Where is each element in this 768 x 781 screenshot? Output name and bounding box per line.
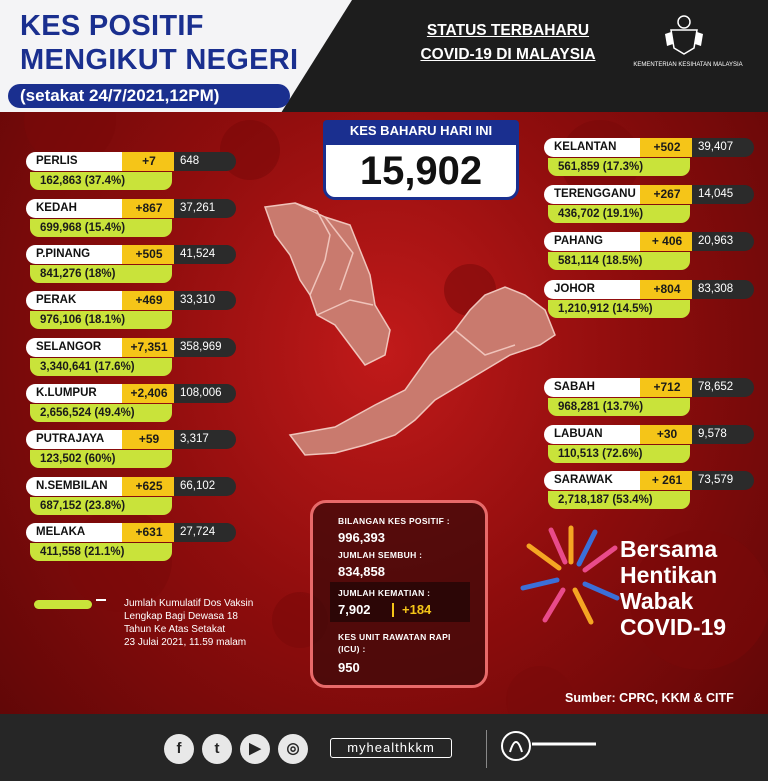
state-row	[544, 471, 754, 511]
instagram-icon[interactable]: ◎	[278, 734, 308, 764]
state-vaccinated: 123,502 (60%)	[30, 450, 172, 468]
state-total-cases: 648	[174, 152, 236, 171]
state-total-cases: 14,045	[692, 185, 754, 204]
as-of-date: (setakat 24/7/2021,12PM)	[8, 84, 290, 108]
state-name: PERAK	[26, 291, 124, 310]
state-name: K.LUMPUR	[26, 384, 124, 403]
state-new-cases: +631	[122, 523, 176, 542]
state-name: N.SEMBILAN	[26, 477, 124, 496]
state-vaccinated: 968,281 (13.7%)	[548, 398, 690, 416]
state-row	[544, 185, 754, 225]
state-row	[544, 378, 754, 418]
footer-divider	[486, 730, 487, 768]
campaign-logo-icon	[515, 520, 627, 632]
state-name: SARAWAK	[544, 471, 642, 490]
state-row	[26, 477, 236, 517]
slogan-line: Wabak	[620, 588, 694, 614]
state-new-cases: +30	[640, 425, 694, 444]
state-name: SELANGOR	[26, 338, 124, 357]
ministry-name: KEMENTERIAN KESIHATAN MALAYSIA	[633, 62, 743, 68]
twitter-icon[interactable]: t	[202, 734, 232, 764]
state-name: LABUAN	[544, 425, 642, 444]
state-total-cases: 39,407	[692, 138, 754, 157]
slogan-line: COVID-19	[620, 614, 727, 640]
new-cases-label: KES BAHARU HARI INI	[323, 120, 519, 142]
legend-line: Tahun Ke Atas Setakat	[124, 624, 226, 635]
state-vaccinated: 976,106 (18.1%)	[30, 311, 172, 329]
state-name: TERENGGANU	[544, 185, 642, 204]
icu-label-1: KES UNIT RAWATAN RAPI	[338, 632, 451, 642]
icu-value: 950	[338, 660, 360, 675]
state-row	[26, 338, 236, 378]
state-new-cases: +7	[122, 152, 176, 171]
state-total-cases: 3,317	[174, 430, 236, 449]
state-new-cases: + 406	[640, 232, 694, 251]
legend-line: Jumlah Kumulatif Dos Vaksin	[124, 598, 254, 609]
state-new-cases: +2,406	[122, 384, 176, 403]
state-new-cases: +59	[122, 430, 176, 449]
state-vaccinated: 110,513 (72.6%)	[548, 445, 690, 463]
state-vaccinated: 162,863 (37.4%)	[30, 172, 172, 190]
status-heading-1: STATUS TERBAHARU	[426, 22, 590, 39]
social-handle[interactable]: myhealthkkm	[330, 738, 452, 758]
state-vaccinated: 561,859 (17.3%)	[548, 158, 690, 176]
state-new-cases: +7,351	[122, 338, 176, 357]
legend-line: 23 Julai 2021, 11.59 malam	[124, 637, 247, 648]
malaysia-crest-icon	[661, 12, 707, 56]
state-vaccinated: 581,114 (18.5%)	[548, 252, 690, 270]
positive-label: BILANGAN KES POSITIF :	[338, 516, 450, 526]
campaign-slogan	[620, 536, 726, 640]
state-name: P.PINANG	[26, 245, 124, 264]
state-row	[26, 245, 236, 285]
state-row	[544, 280, 754, 320]
state-name: SABAH	[544, 378, 642, 397]
state-total-cases: 73,579	[692, 471, 754, 490]
new-cases-value: 15,902	[323, 142, 519, 200]
state-vaccinated: 699,968 (15.4%)	[30, 219, 172, 237]
state-total-cases: 37,261	[174, 199, 236, 218]
state-new-cases: +505	[122, 245, 176, 264]
state-new-cases: +267	[640, 185, 694, 204]
state-vaccinated: 2,718,187 (53.4%)	[548, 491, 690, 509]
state-row	[544, 425, 754, 465]
legend-line: Lengkap Bagi Dewasa 18	[124, 611, 238, 622]
state-total-cases: 41,524	[174, 245, 236, 264]
state-new-cases: +804	[640, 280, 694, 299]
recovered-value: 834,858	[338, 564, 385, 579]
state-total-cases: 27,724	[174, 523, 236, 542]
state-total-cases: 66,102	[174, 477, 236, 496]
state-new-cases: + 261	[640, 471, 694, 490]
state-new-cases: +867	[122, 199, 176, 218]
malaysia-map	[255, 195, 565, 470]
state-total-cases: 33,310	[174, 291, 236, 310]
state-total-cases: 108,006	[174, 384, 236, 403]
state-name: KELANTAN	[544, 138, 642, 157]
state-name: PUTRAJAYA	[26, 430, 124, 449]
icu-label-2: (ICU) :	[338, 644, 366, 654]
state-row	[26, 523, 236, 563]
data-source: Sumber: CPRC, KKM & CITF	[565, 691, 734, 705]
page-title-line-1: KES POSITIF	[20, 10, 204, 42]
deaths-value: 7,902	[338, 602, 371, 617]
state-name: KEDAH	[26, 199, 124, 218]
state-total-cases: 358,969	[174, 338, 236, 357]
state-new-cases: +502	[640, 138, 694, 157]
legend-dash	[96, 599, 106, 601]
state-row	[26, 291, 236, 331]
state-row	[26, 384, 236, 424]
state-total-cases: 9,578	[692, 425, 754, 444]
state-new-cases: +469	[122, 291, 176, 310]
deaths-new-value: +184	[402, 602, 432, 617]
state-vaccinated: 436,702 (19.1%)	[548, 205, 690, 223]
slogan-line: Bersama	[620, 536, 718, 562]
deaths-separator	[392, 603, 394, 617]
state-vaccinated: 687,152 (23.8%)	[30, 497, 172, 515]
state-vaccinated: 841,276 (18%)	[30, 265, 172, 283]
myhealth-logo-icon	[500, 722, 600, 770]
slogan-line: Hentikan	[620, 562, 718, 588]
state-name: MELAKA	[26, 523, 124, 542]
state-vaccinated: 1,210,912 (14.5%)	[548, 300, 690, 318]
deaths-label: JUMLAH KEMATIAN :	[338, 588, 431, 598]
state-row	[26, 152, 236, 192]
state-new-cases: +625	[122, 477, 176, 496]
page-title-line-2: MENGIKUT NEGERI	[20, 44, 299, 76]
state-total-cases: 78,652	[692, 378, 754, 397]
state-name: PAHANG	[544, 232, 642, 251]
state-row	[26, 199, 236, 239]
state-new-cases: +712	[640, 378, 694, 397]
positive-value: 996,393	[338, 530, 385, 545]
youtube-icon[interactable]: ▶	[240, 734, 270, 764]
state-vaccinated: 3,340,641 (17.6%)	[30, 358, 172, 376]
state-vaccinated: 411,558 (21.1%)	[30, 543, 172, 561]
recovered-label: JUMLAH SEMBUH :	[338, 550, 423, 560]
state-name: PERLIS	[26, 152, 124, 171]
state-name: JOHOR	[544, 280, 642, 299]
state-row	[544, 232, 754, 272]
facebook-icon[interactable]: f	[164, 734, 194, 764]
vaccine-legend-text	[124, 597, 294, 649]
state-total-cases: 20,963	[692, 232, 754, 251]
state-row	[544, 138, 754, 178]
state-row	[26, 430, 236, 470]
state-total-cases: 83,308	[692, 280, 754, 299]
vaccine-legend-swatch	[34, 600, 92, 609]
status-heading-2: COVID-19 DI MALAYSIA	[420, 46, 596, 63]
state-vaccinated: 2,656,524 (49.4%)	[30, 404, 172, 422]
